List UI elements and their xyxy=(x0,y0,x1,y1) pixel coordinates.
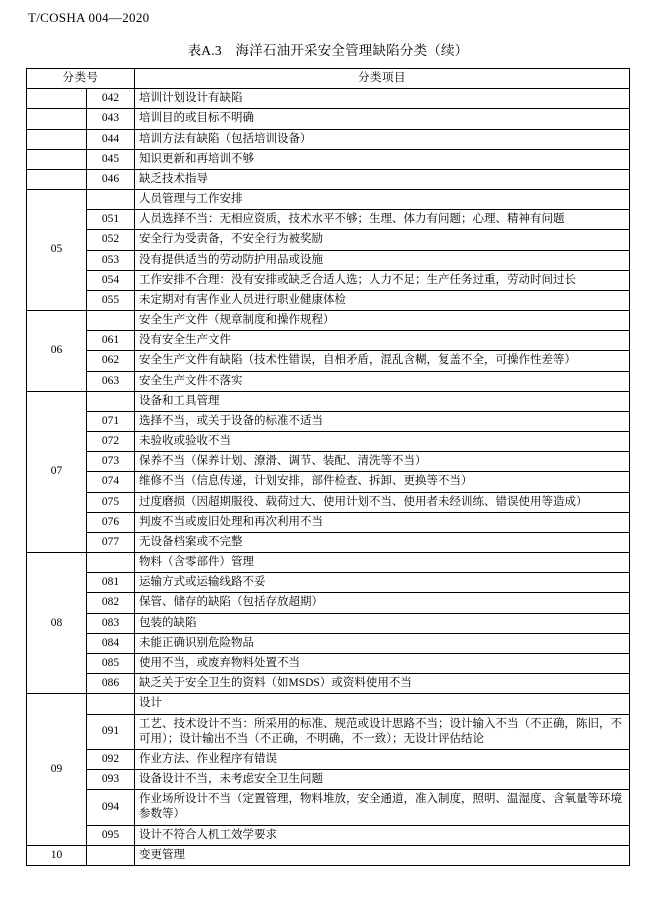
item-cell: 设备和工具管理 xyxy=(135,391,630,411)
table-row xyxy=(27,553,630,573)
code-cell: 074 xyxy=(87,472,135,492)
item-cell: 未定期对有害作业人员进行职业健康体检 xyxy=(135,290,630,310)
column-header-category-item: 分类项目 xyxy=(135,69,630,89)
item-cell: 安全生产文件（规章制度和操作规程） xyxy=(135,311,630,331)
item-cell: 安全生产文件不落实 xyxy=(135,371,630,391)
item-cell: 缺乏关于安全卫生的资料（如MSDS）或资料使用不当 xyxy=(135,674,630,694)
code-cell: 094 xyxy=(87,790,135,825)
table-row xyxy=(27,270,630,290)
table-row xyxy=(27,770,630,790)
table-row xyxy=(27,714,630,749)
table-row xyxy=(27,749,630,769)
table-row xyxy=(27,674,630,694)
item-cell: 物料（含零部件）管理 xyxy=(135,553,630,573)
code-cell: 073 xyxy=(87,452,135,472)
table-row xyxy=(27,89,630,109)
item-cell: 安全行为受责备，不安全行为被奖励 xyxy=(135,230,630,250)
table-row xyxy=(27,109,630,129)
table-row xyxy=(27,129,630,149)
item-cell: 人员选择不当：无相应资质，技术水平不够；生理、体力有问题；心理、精神有问题 xyxy=(135,210,630,230)
table-row xyxy=(27,290,630,310)
item-cell: 保管、储存的缺陷（包括存放超期） xyxy=(135,593,630,613)
table-row xyxy=(27,790,630,825)
code-cell: 093 xyxy=(87,770,135,790)
table-row xyxy=(27,432,630,452)
table-row xyxy=(27,633,630,653)
item-cell: 设计不符合人机工效学要求 xyxy=(135,825,630,845)
code-cell xyxy=(87,190,135,210)
item-cell: 未能正确识别危险物品 xyxy=(135,633,630,653)
code-cell: 075 xyxy=(87,492,135,512)
code-cell: 053 xyxy=(87,250,135,270)
code-cell: 044 xyxy=(87,129,135,149)
group-cell: 08 xyxy=(27,553,87,694)
code-cell: 071 xyxy=(87,411,135,431)
item-cell: 知识更新和再培训不够 xyxy=(135,149,630,169)
code-cell: 062 xyxy=(87,351,135,371)
item-cell: 作业方法、作业程序有错误 xyxy=(135,749,630,769)
item-cell: 包装的缺陷 xyxy=(135,613,630,633)
code-cell: 077 xyxy=(87,532,135,552)
table-row xyxy=(27,250,630,270)
table-row xyxy=(27,311,630,331)
code-cell: 051 xyxy=(87,210,135,230)
item-cell: 工作安排不合理：没有安排或缺乏合适人选；人力不足；生产任务过重，劳动时间过长 xyxy=(135,270,630,290)
group-cell xyxy=(27,89,87,109)
table-row xyxy=(27,613,630,633)
table-row xyxy=(27,694,630,714)
table-row xyxy=(27,653,630,673)
group-cell xyxy=(27,169,87,189)
group-cell: 05 xyxy=(27,190,87,311)
table-row xyxy=(27,411,630,431)
table-body xyxy=(27,89,630,866)
group-cell: 06 xyxy=(27,311,87,392)
code-cell: 084 xyxy=(87,633,135,653)
item-cell: 设计 xyxy=(135,694,630,714)
code-cell: 045 xyxy=(87,149,135,169)
group-cell: 07 xyxy=(27,391,87,552)
code-cell: 092 xyxy=(87,749,135,769)
column-header-category-number: 分类号 xyxy=(27,69,135,89)
table-row xyxy=(27,452,630,472)
item-cell: 变更管理 xyxy=(135,845,630,865)
table-row xyxy=(27,472,630,492)
table-row xyxy=(27,492,630,512)
table-row xyxy=(27,573,630,593)
table-row xyxy=(27,371,630,391)
code-cell: 043 xyxy=(87,109,135,129)
item-cell: 培训计划设计有缺陷 xyxy=(135,89,630,109)
code-cell: 055 xyxy=(87,290,135,310)
table-row xyxy=(27,845,630,865)
code-cell: 061 xyxy=(87,331,135,351)
code-cell: 085 xyxy=(87,653,135,673)
item-cell: 没有提供适当的劳动防护用品或设施 xyxy=(135,250,630,270)
table-title: 表A.3 海洋石油开采安全管理缺陷分类（续） xyxy=(187,43,469,58)
item-cell: 没有安全生产文件 xyxy=(135,331,630,351)
item-cell: 培训目的或目标不明确 xyxy=(135,109,630,129)
item-cell: 设备设计不当，未考虑安全卫生问题 xyxy=(135,770,630,790)
code-cell: 081 xyxy=(87,573,135,593)
code-cell: 091 xyxy=(87,714,135,749)
group-cell: 10 xyxy=(27,845,87,865)
code-cell: 063 xyxy=(87,371,135,391)
table-row xyxy=(27,593,630,613)
item-cell: 无设备档案或不完整 xyxy=(135,532,630,552)
code-cell: 083 xyxy=(87,613,135,633)
item-cell: 培训方法有缺陷（包括培训设备） xyxy=(135,129,630,149)
table-row xyxy=(27,825,630,845)
code-cell: 086 xyxy=(87,674,135,694)
table-row xyxy=(27,210,630,230)
table-row xyxy=(27,230,630,250)
item-cell: 过度磨损（因超期服役、载荷过大、使用计划不当、使用者未经训练、错误使用等造成） xyxy=(135,492,630,512)
group-cell xyxy=(27,109,87,129)
classification-table xyxy=(26,68,630,866)
item-cell: 判废不当或废旧处理和再次利用不当 xyxy=(135,512,630,532)
code-cell xyxy=(87,845,135,865)
table-row xyxy=(27,169,630,189)
group-cell xyxy=(27,129,87,149)
page-header: T/COSHA 004—2020 xyxy=(28,10,150,25)
item-cell: 未验收或验收不当 xyxy=(135,432,630,452)
item-cell: 人员管理与工作安排 xyxy=(135,190,630,210)
code-cell: 054 xyxy=(87,270,135,290)
code-cell xyxy=(87,553,135,573)
item-cell: 运输方式或运输线路不妥 xyxy=(135,573,630,593)
code-cell xyxy=(87,311,135,331)
code-cell: 082 xyxy=(87,593,135,613)
table-header-row xyxy=(27,69,630,89)
code-cell: 042 xyxy=(87,89,135,109)
table-row xyxy=(27,190,630,210)
item-cell: 选择不当，或关于设备的标准不适当 xyxy=(135,411,630,431)
item-cell: 缺乏技术指导 xyxy=(135,169,630,189)
table-row xyxy=(27,512,630,532)
table-row xyxy=(27,391,630,411)
code-cell: 052 xyxy=(87,230,135,250)
code-cell: 076 xyxy=(87,512,135,532)
code-cell: 095 xyxy=(87,825,135,845)
code-cell: 046 xyxy=(87,169,135,189)
table-row xyxy=(27,149,630,169)
table-row xyxy=(27,331,630,351)
table-row xyxy=(27,532,630,552)
code-cell: 072 xyxy=(87,432,135,452)
item-cell: 使用不当，或废弃物料处置不当 xyxy=(135,653,630,673)
code-cell xyxy=(87,694,135,714)
group-cell xyxy=(27,149,87,169)
item-cell: 作业场所设计不当（定置管理，物料堆放，安全通道，准入制度，照明、温湿度、含氧量等环境参数等） xyxy=(135,790,630,825)
item-cell: 维修不当（信息传递，计划安排，部件检查、拆卸、更换等不当） xyxy=(135,472,630,492)
item-cell: 安全生产文件有缺陷（技术性错误，自相矛盾，混乱含糊，复盖不全，可操作性差等） xyxy=(135,351,630,371)
table-row xyxy=(27,351,630,371)
group-cell: 09 xyxy=(27,694,87,845)
item-cell: 保养不当（保养计划、潦滑、调节、装配、清洗等不当） xyxy=(135,452,630,472)
item-cell: 工艺、技术设计不当：所采用的标准、规范或设计思路不当；设计输入不当（不正确，陈旧，不可用）；设计输出不当（不正确，不明确，不一致）；无设计评估结论 xyxy=(135,714,630,749)
code-cell xyxy=(87,391,135,411)
